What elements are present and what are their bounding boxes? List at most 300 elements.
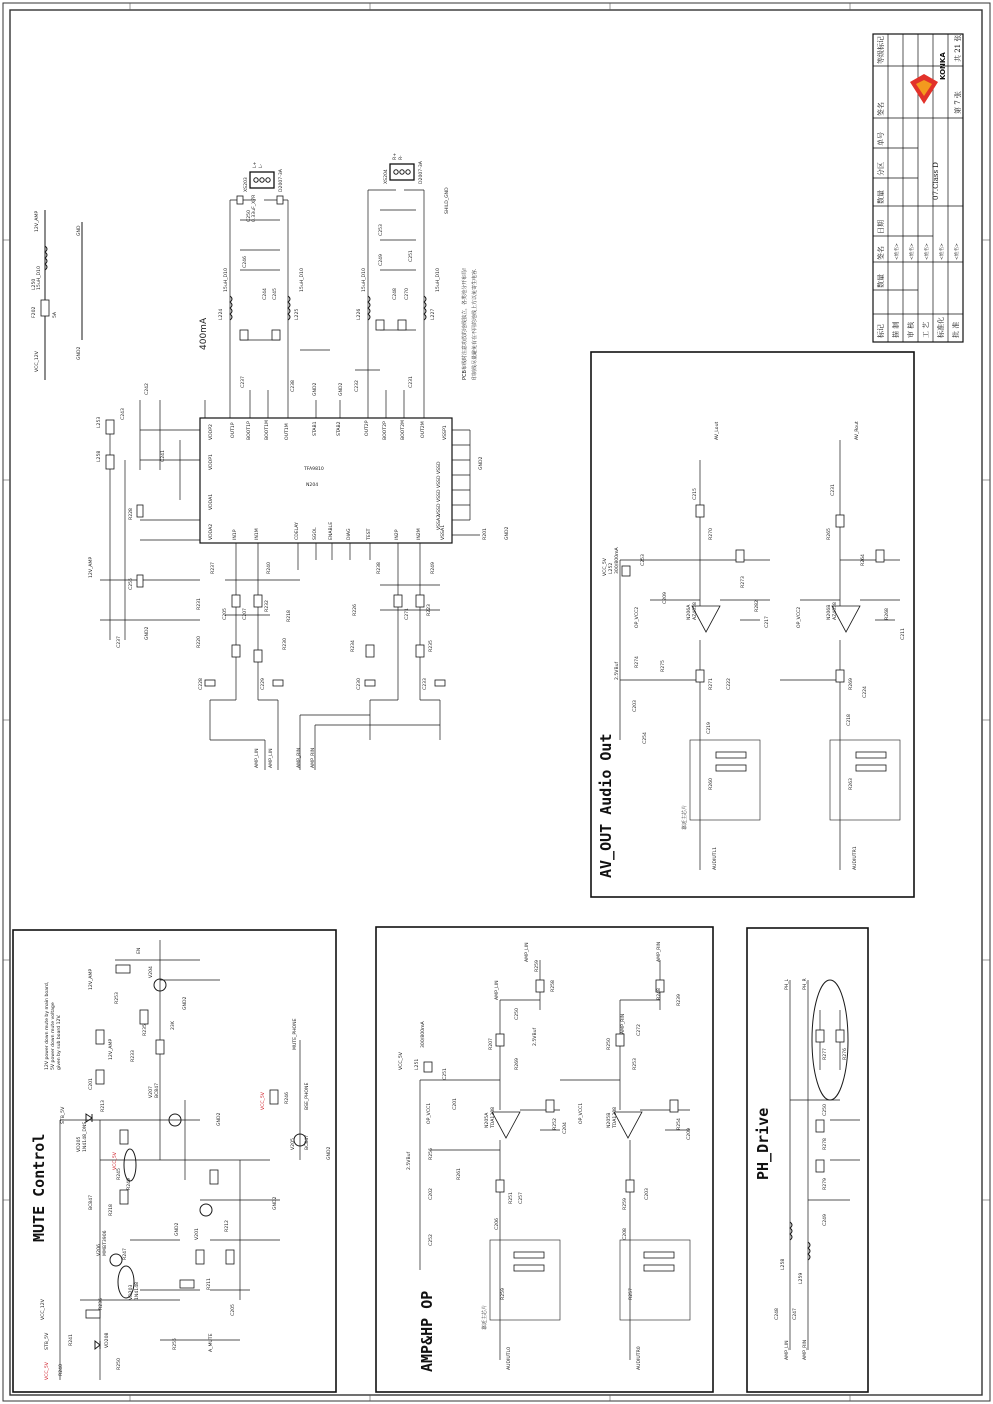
svg-text:C203: C203 — [633, 700, 638, 712]
svg-text:MMBT3906: MMBT3906 — [103, 1230, 108, 1256]
svg-text:R238: R238 — [377, 562, 382, 574]
svg-text:C250: C250 — [823, 1104, 828, 1116]
svg-text:C245: C245 — [273, 288, 278, 300]
rminus-label: R- — [399, 155, 404, 160]
svg-text:OUT1P: OUT1P — [231, 422, 236, 438]
svg-text:TEST: TEST — [367, 528, 372, 540]
svg-text:C271: C271 — [405, 608, 410, 620]
svg-text:IN2M: IN2M — [417, 528, 422, 540]
svg-text:C232: C232 — [355, 380, 360, 392]
svg-text:R269: R269 — [849, 678, 854, 690]
svg-text:R239: R239 — [677, 994, 682, 1006]
svg-text:300/800mA: 300/800mA — [421, 1021, 426, 1048]
svg-text:C201: C201 — [89, 1078, 94, 1090]
svg-text:OUT1M: OUT1M — [285, 423, 290, 440]
svg-text:L250: L250 — [32, 278, 37, 290]
svg-text:VSSD: VSSD — [437, 489, 442, 502]
svg-text:C253: C253 — [641, 554, 646, 566]
svg-text:AMP_RIN: AMP_RIN — [803, 1339, 808, 1360]
svg-text:R247: R247 — [123, 1248, 128, 1260]
title-block — [873, 34, 963, 342]
svg-text:R256: R256 — [429, 1148, 434, 1160]
svg-text:DIAG: DIAG — [347, 528, 352, 540]
ph-drive-circuit — [774, 977, 860, 1360]
svg-text:R223: R223 — [427, 604, 432, 616]
svg-text:OP_VCC1: OP_VCC1 — [427, 1102, 432, 1124]
net-mute-phone: MUTE_PHONE — [293, 1018, 298, 1050]
svg-text:L225: L225 — [295, 308, 300, 320]
svg-text:批 准: 批 准 — [952, 321, 960, 338]
svg-text:VSSD: VSSD — [437, 503, 442, 516]
svg-text:R276: R276 — [843, 1048, 848, 1060]
mute-title: MUTE Control — [30, 1133, 48, 1242]
svg-text:STAB2: STAB2 — [337, 421, 342, 436]
svg-text:L258: L258 — [97, 450, 102, 462]
svg-text:GND2: GND2 — [339, 382, 344, 396]
svg-text:C231: C231 — [409, 376, 414, 388]
amp-chip-type: TFA9810 — [304, 467, 324, 472]
svg-text:R268: R268 — [885, 608, 890, 620]
svg-text:GND2: GND2 — [217, 1112, 222, 1126]
svg-text:IN1P: IN1P — [233, 529, 238, 540]
svg-text:R235: R235 — [429, 640, 434, 652]
svg-text:L226: L226 — [357, 308, 362, 320]
svg-text:C228: C228 — [199, 678, 204, 690]
svg-text:AUDIUTR1: AUDIUTR1 — [853, 846, 858, 870]
net-vcc12: VCC_12V — [35, 351, 40, 372]
konka-logo — [910, 52, 947, 104]
amp-pins-bottom — [208, 494, 446, 541]
svg-text:OUT2M: OUT2M — [421, 421, 426, 438]
svg-text:C255: C255 — [129, 578, 134, 590]
svg-text:AUDIUTR0: AUDIUTR0 — [637, 1346, 642, 1370]
svg-text:R277: R277 — [823, 1048, 828, 1060]
svg-text:AMP_LIN: AMP_LIN — [255, 748, 260, 768]
svg-text:VSSD: VSSD — [437, 461, 442, 474]
sheet-title: 07.Class D — [932, 162, 940, 200]
svg-text:C224: C224 — [863, 686, 868, 698]
konka-brand: KONKA — [939, 52, 947, 80]
svg-text:靠近主芯片: 靠近主芯片 — [482, 1304, 488, 1330]
svg-text:STB_5V: STB_5V — [61, 1106, 66, 1124]
svg-text:R212: R212 — [225, 1220, 230, 1232]
svg-text:C251: C251 — [409, 250, 414, 262]
svg-text:AMP_LIN: AMP_LIN — [525, 942, 530, 962]
current-note: 400mA — [199, 317, 209, 350]
svg-text:L253: L253 — [97, 416, 102, 428]
layout-note-2: 印制线尽量避免有在不同的地线上方以免寄生电容. — [472, 268, 478, 380]
svg-text:R211: R211 — [207, 1278, 212, 1290]
svg-text:VDDA1: VDDA1 — [209, 493, 214, 510]
page-total: 共 21 张 — [954, 34, 962, 62]
grade-mark: 等级标记 — [877, 36, 885, 64]
svg-text:AZ4558: AZ4558 — [833, 602, 838, 620]
svg-text:C209: C209 — [687, 1128, 692, 1140]
svg-text:C229: C229 — [261, 678, 266, 690]
svg-text:EN: EN — [137, 947, 142, 954]
svg-text:R255: R255 — [173, 1338, 178, 1350]
svg-text:C208: C208 — [623, 1228, 628, 1240]
amp-chip-group — [88, 153, 510, 770]
svg-text:VCC_5V: VCC_5V — [45, 1362, 50, 1380]
svg-text:R236: R236 — [99, 1298, 104, 1310]
n205b-opamp — [614, 1112, 642, 1138]
n205a-opamp — [492, 1112, 520, 1138]
svg-text:R218: R218 — [109, 1204, 114, 1216]
svg-text:R258: R258 — [551, 980, 556, 992]
svg-text:V206: V206 — [97, 1244, 102, 1256]
xs204-label: XS204 — [384, 169, 389, 184]
svg-text:C243: C243 — [121, 408, 126, 420]
svg-text:R275: R275 — [661, 660, 666, 672]
svg-text:签名: 签名 — [877, 102, 885, 116]
svg-text:VSSA2: VSSA2 — [437, 514, 442, 530]
svg-text:数量: 数量 — [877, 190, 885, 204]
svg-text:C231: C231 — [831, 484, 836, 496]
svg-text:N205B: N205B — [607, 1112, 612, 1128]
svg-text:<姓名>: <姓名> — [925, 243, 930, 260]
svg-text:C252: C252 — [429, 1234, 434, 1246]
svg-text:VCC_5V: VCC_5V — [399, 1052, 404, 1070]
svg-text:STAB1: STAB1 — [313, 421, 318, 436]
svg-text:日期: 日期 — [877, 220, 885, 234]
mute-section — [13, 930, 336, 1392]
svg-text:VD203: VD203 — [129, 1284, 134, 1300]
svg-text:15uH_D10: 15uH_D10 — [362, 268, 367, 292]
svg-text:C242: C242 — [145, 383, 150, 395]
net-gnd: GND — [77, 225, 82, 236]
svg-text:C219: C219 — [707, 722, 712, 734]
svg-text:AMP_RIN: AMP_RIN — [657, 941, 662, 962]
amp-pins-vss — [436, 461, 442, 530]
svg-text:N206B: N206B — [827, 604, 832, 620]
svg-text:C211: C211 — [901, 628, 906, 640]
amp-chip — [200, 418, 452, 543]
svg-text:GND2: GND2 — [505, 526, 510, 540]
svg-text:C250: C250 — [515, 1008, 520, 1020]
svg-text:C233: C233 — [423, 678, 428, 690]
svg-text:分区: 分区 — [877, 162, 885, 176]
svg-text:L251: L251 — [415, 1058, 420, 1070]
svg-text:BOOT2P: BOOT2P — [383, 421, 388, 440]
svg-text:R230: R230 — [283, 638, 288, 650]
net-av-rout: AV_Rout — [855, 421, 860, 440]
svg-text:VDDP2: VDDP2 — [209, 424, 214, 440]
svg-text:VSSD: VSSD — [437, 475, 442, 488]
svg-text:L259: L259 — [799, 1272, 804, 1284]
svg-text:R249: R249 — [431, 562, 436, 574]
svg-text:GND2: GND2 — [479, 456, 484, 470]
svg-text:C207: C207 — [243, 608, 248, 620]
svg-text:BC847: BC847 — [305, 1134, 310, 1150]
svg-text:N206A: N206A — [687, 604, 692, 620]
svg-text:VD205: VD205 — [77, 1136, 82, 1152]
svg-text:R240: R240 — [59, 1364, 64, 1376]
svg-text:标记: 标记 — [877, 324, 885, 338]
svg-text:R250: R250 — [607, 1038, 612, 1050]
svg-text:N205A: N205A — [485, 1112, 490, 1128]
svg-text:BC847: BC847 — [89, 1194, 94, 1210]
svg-text:GND2: GND2 — [313, 382, 318, 396]
svg-text:C204: C204 — [563, 1122, 568, 1134]
svg-text:OP_VCC1: OP_VCC1 — [579, 1102, 584, 1124]
svg-text:R260: R260 — [709, 778, 714, 790]
svg-text:STB_5V: STB_5V — [45, 1332, 50, 1350]
svg-text:C238: C238 — [291, 380, 296, 392]
svg-text:标准化: 标准化 — [937, 317, 945, 338]
svg-text:300/800mA: 300/800mA — [615, 547, 620, 574]
svg-text:R265: R265 — [827, 528, 832, 540]
ph-drive-title: PH_Drive — [754, 1107, 772, 1180]
svg-text:R259: R259 — [501, 1288, 506, 1300]
svg-text:<姓名>: <姓名> — [940, 243, 945, 260]
svg-text:R220: R220 — [197, 636, 202, 648]
layout-note-1: PCB布线时注意功放的地线独立，各类地分开布局! — [462, 268, 468, 380]
svg-text:C253: C253 — [379, 224, 384, 236]
svg-text:R250: R250 — [117, 1358, 122, 1370]
svg-text:R271: R271 — [709, 678, 714, 690]
net-av-lout: AV_Lout — [715, 421, 720, 440]
svg-text:R226: R226 — [353, 604, 358, 616]
svg-text:C237: C237 — [241, 376, 246, 388]
svg-text:C247: C247 — [793, 1308, 798, 1320]
svg-text:C244: C244 — [263, 288, 268, 300]
svg-text:IN1M: IN1M — [255, 528, 260, 540]
svg-text:BOOT2M: BOOT2M — [401, 420, 406, 440]
svg-text:C257: C257 — [519, 1192, 524, 1204]
svg-text:V204: V204 — [149, 966, 154, 978]
svg-text:C254: C254 — [643, 732, 648, 744]
svg-text:L224: L224 — [219, 308, 224, 320]
svg-text:C222: C222 — [727, 678, 732, 690]
svg-text:SGOL: SGOL — [313, 527, 318, 540]
svg-text:R213: R213 — [101, 1100, 106, 1112]
svg-text:ENABLE: ENABLE — [329, 521, 334, 540]
svg-text:GND2: GND2 — [273, 1196, 278, 1210]
svg-text:VCC_5V: VCC_5V — [603, 558, 608, 576]
svg-text:C205: C205 — [231, 1304, 236, 1316]
svg-text:R231: R231 — [197, 598, 202, 610]
svg-text:C250: C250 — [247, 210, 252, 222]
svg-text:C246: C246 — [243, 256, 248, 268]
power-input — [31, 210, 82, 380]
svg-text:2.5VBuf: 2.5VBuf — [533, 1027, 538, 1046]
mute-note-1: 12V power down mute by main board, — [45, 981, 50, 1070]
svg-text:<姓名>: <姓名> — [910, 243, 915, 260]
svg-text:C241: C241 — [161, 450, 166, 462]
svg-text:C248: C248 — [775, 1308, 780, 1320]
svg-text:R259: R259 — [535, 960, 540, 972]
svg-text:C215: C215 — [693, 488, 698, 500]
svg-text:R233: R233 — [131, 1050, 136, 1062]
lminus-label: L- — [259, 163, 264, 168]
amp-pins-top — [208, 420, 448, 470]
rplus-label: R+ — [393, 152, 398, 160]
svg-text:R248: R248 — [657, 988, 662, 1000]
svg-text:C205: C205 — [223, 608, 228, 620]
svg-text:12V_AMP: 12V_AMP — [89, 556, 94, 578]
svg-text:12V_AMP: 12V_AMP — [89, 968, 94, 990]
net-ph-r: PH_R — [803, 978, 808, 990]
svg-text:R237: R237 — [211, 562, 216, 574]
svg-text:15uH_D10: 15uH_D10 — [37, 266, 42, 290]
connector-xs204 — [383, 153, 424, 184]
avout-circuit — [602, 421, 906, 870]
svg-text:<姓名>: <姓名> — [895, 243, 900, 260]
svg-text:C230: C230 — [357, 678, 362, 690]
avout-title: AV_OUT Audio Out — [597, 733, 615, 878]
svg-text:1N4148: 1N4148 — [135, 1281, 140, 1300]
svg-text:C201: C201 — [453, 1098, 458, 1110]
svg-text:AMP_RIN: AMP_RIN — [297, 747, 302, 768]
svg-text:V205: V205 — [291, 1138, 296, 1150]
svg-text:CDELAY: CDELAY — [295, 522, 300, 540]
lplus-label: L+ — [253, 161, 258, 168]
svg-text:单号: 单号 — [877, 132, 885, 146]
svg-text:L252: L252 — [609, 562, 614, 574]
svg-text:R252: R252 — [553, 1118, 558, 1130]
mute-circuit — [40, 940, 332, 1380]
svg-text:R278: R278 — [823, 1138, 828, 1150]
svg-text:D2007-3A: D2007-3A — [419, 161, 424, 184]
svg-text:R273: R273 — [741, 576, 746, 588]
svg-text:23K: 23K — [171, 1021, 176, 1030]
svg-text:R253: R253 — [633, 1058, 638, 1070]
svg-text:R218: R218 — [287, 610, 292, 622]
svg-text:R253: R253 — [115, 992, 120, 1004]
svg-text:BOOT1M: BOOT1M — [265, 420, 270, 440]
svg-text:OUT2P: OUT2P — [365, 420, 370, 436]
svg-text:R234: R234 — [351, 640, 356, 652]
svg-text:R241: R241 — [69, 1334, 74, 1346]
svg-text:V201: V201 — [195, 1228, 200, 1240]
f202-label: F202 — [32, 306, 37, 318]
svg-text:C202: C202 — [429, 1188, 434, 1200]
svg-text:R279: R279 — [823, 1178, 828, 1190]
svg-text:AMP_LIN: AMP_LIN — [495, 980, 500, 1000]
svg-text:D2007-3A: D2007-3A — [279, 169, 284, 192]
mute-note-2: 5V power down mute voltage — [51, 1002, 56, 1070]
svg-text:0.33uF_X7R: 0.33uF_X7R — [252, 194, 257, 222]
svg-text:5A: 5A — [53, 311, 58, 318]
svg-text:2.5VBuf: 2.5VBuf — [407, 1151, 412, 1170]
svg-text:工 艺: 工 艺 — [922, 321, 930, 338]
svg-text:15uH_D10: 15uH_D10 — [436, 268, 441, 292]
svg-text:AZ4558: AZ4558 — [693, 602, 698, 620]
svg-text:R249: R249 — [127, 1178, 132, 1190]
svg-text:L258: L258 — [781, 1258, 786, 1270]
svg-text:R235: R235 — [143, 1024, 148, 1036]
mute-note-3: given by sub board 12V. — [57, 1014, 62, 1070]
svg-text:R207: R207 — [489, 1038, 494, 1050]
net-bse-phone: BSE_PHONE — [305, 1082, 310, 1110]
svg-text:OP_VCC2: OP_VCC2 — [797, 606, 802, 628]
svg-text:<姓名>: <姓名> — [955, 243, 960, 260]
svg-text:GND2: GND2 — [327, 1146, 332, 1160]
svg-text:AMP_RIN: AMP_RIN — [621, 1013, 626, 1034]
svg-text:GND2: GND2 — [77, 346, 82, 360]
amp-hp-title: AMP&HP OP — [418, 1290, 436, 1372]
svg-text:L227: L227 — [431, 308, 436, 320]
svg-text:R264: R264 — [861, 554, 866, 566]
svg-text:BOOT1P: BOOT1P — [247, 421, 252, 440]
svg-text:15uH_D10: 15uH_D10 — [224, 268, 229, 292]
svg-text:R201: R201 — [483, 528, 488, 540]
svg-text:R263: R263 — [849, 778, 854, 790]
svg-text:TDA1308: TDA1308 — [613, 1106, 618, 1128]
net-ph-l: PH_L — [785, 978, 790, 990]
svg-text:C272: C272 — [637, 1024, 642, 1036]
svg-text:AUDIUTL0: AUDIUTL0 — [507, 1346, 512, 1370]
svg-text:R240: R240 — [267, 562, 272, 574]
svg-text:TDA1308: TDA1308 — [491, 1106, 496, 1128]
net-12v-amp: 12V_AMP — [35, 210, 40, 232]
svg-text:15uH_D10: 15uH_D10 — [300, 268, 305, 292]
svg-text:R259: R259 — [623, 1198, 628, 1210]
svg-text:AUDIUTL1: AUDIUTL1 — [713, 846, 718, 870]
svg-text:VDDA2: VDDA2 — [209, 523, 214, 540]
svg-text:BC847: BC847 — [155, 1082, 160, 1098]
svg-text:VCC_5V: VCC_5V — [261, 1092, 266, 1110]
svg-text:12V_AMP: 12V_AMP — [109, 1038, 114, 1060]
svg-text:VSSA1: VSSA1 — [441, 524, 446, 540]
svg-text:R274: R274 — [635, 656, 640, 668]
svg-text:VCC_12V: VCC_12V — [41, 1299, 46, 1320]
amp-hp-circuit — [398, 942, 692, 1370]
svg-text:C249: C249 — [823, 1214, 828, 1226]
svg-text:AMP_RIN: AMP_RIN — [311, 747, 316, 768]
svg-text:C218: C218 — [847, 714, 852, 726]
svg-text:IN2P: IN2P — [395, 529, 400, 540]
svg-text:靠近主芯片: 靠近主芯片 — [682, 804, 688, 830]
svg-text:C237: C237 — [117, 636, 122, 648]
connector-xs203 — [243, 161, 284, 192]
svg-text:SHILD_GND: SHILD_GND — [445, 187, 450, 214]
svg-text:1N4148_DNS: 1N4148_DNS — [83, 1121, 88, 1152]
page-number: 第 7 张 — [954, 91, 962, 114]
svg-text:GND2: GND2 — [175, 1222, 180, 1236]
svg-text:R246: R246 — [285, 1092, 290, 1104]
svg-text:VDDP1: VDDP1 — [209, 454, 214, 470]
svg-text:OP_VCC2: OP_VCC2 — [635, 606, 640, 628]
svg-text:描 制: 描 制 — [892, 321, 900, 338]
svg-text:R257: R257 — [629, 1288, 634, 1300]
svg-text:VCC_5V: VCC_5V — [113, 1152, 118, 1170]
svg-text:R270: R270 — [709, 528, 714, 540]
svg-text:V207: V207 — [149, 1086, 154, 1098]
svg-text:数量: 数量 — [877, 274, 885, 288]
svg-text:C206: C206 — [495, 1218, 500, 1230]
svg-text:C209: C209 — [663, 592, 668, 604]
svg-text:VD208: VD208 — [105, 1332, 110, 1348]
svg-text:GND2: GND2 — [183, 996, 188, 1010]
xs203-label: XS203 — [244, 177, 249, 192]
svg-text:2.5VBuf: 2.5VBuf — [615, 661, 620, 680]
svg-text:R282: R282 — [755, 600, 760, 612]
svg-text:R228: R228 — [129, 508, 134, 520]
svg-text:R251: R251 — [509, 1192, 514, 1204]
svg-text:审 核: 审 核 — [907, 321, 915, 338]
svg-text:GND2: GND2 — [145, 626, 150, 640]
svg-text:R245: R245 — [117, 1168, 122, 1180]
svg-text:R261: R261 — [457, 1168, 462, 1180]
svg-text:C217: C217 — [765, 616, 770, 628]
svg-text:签名: 签名 — [877, 246, 885, 260]
svg-text:C270: C270 — [405, 288, 410, 300]
amp-chip-ref: N204 — [306, 483, 319, 488]
svg-text:AMP_LIN: AMP_LIN — [269, 748, 274, 768]
svg-text:R232: R232 — [265, 600, 270, 612]
